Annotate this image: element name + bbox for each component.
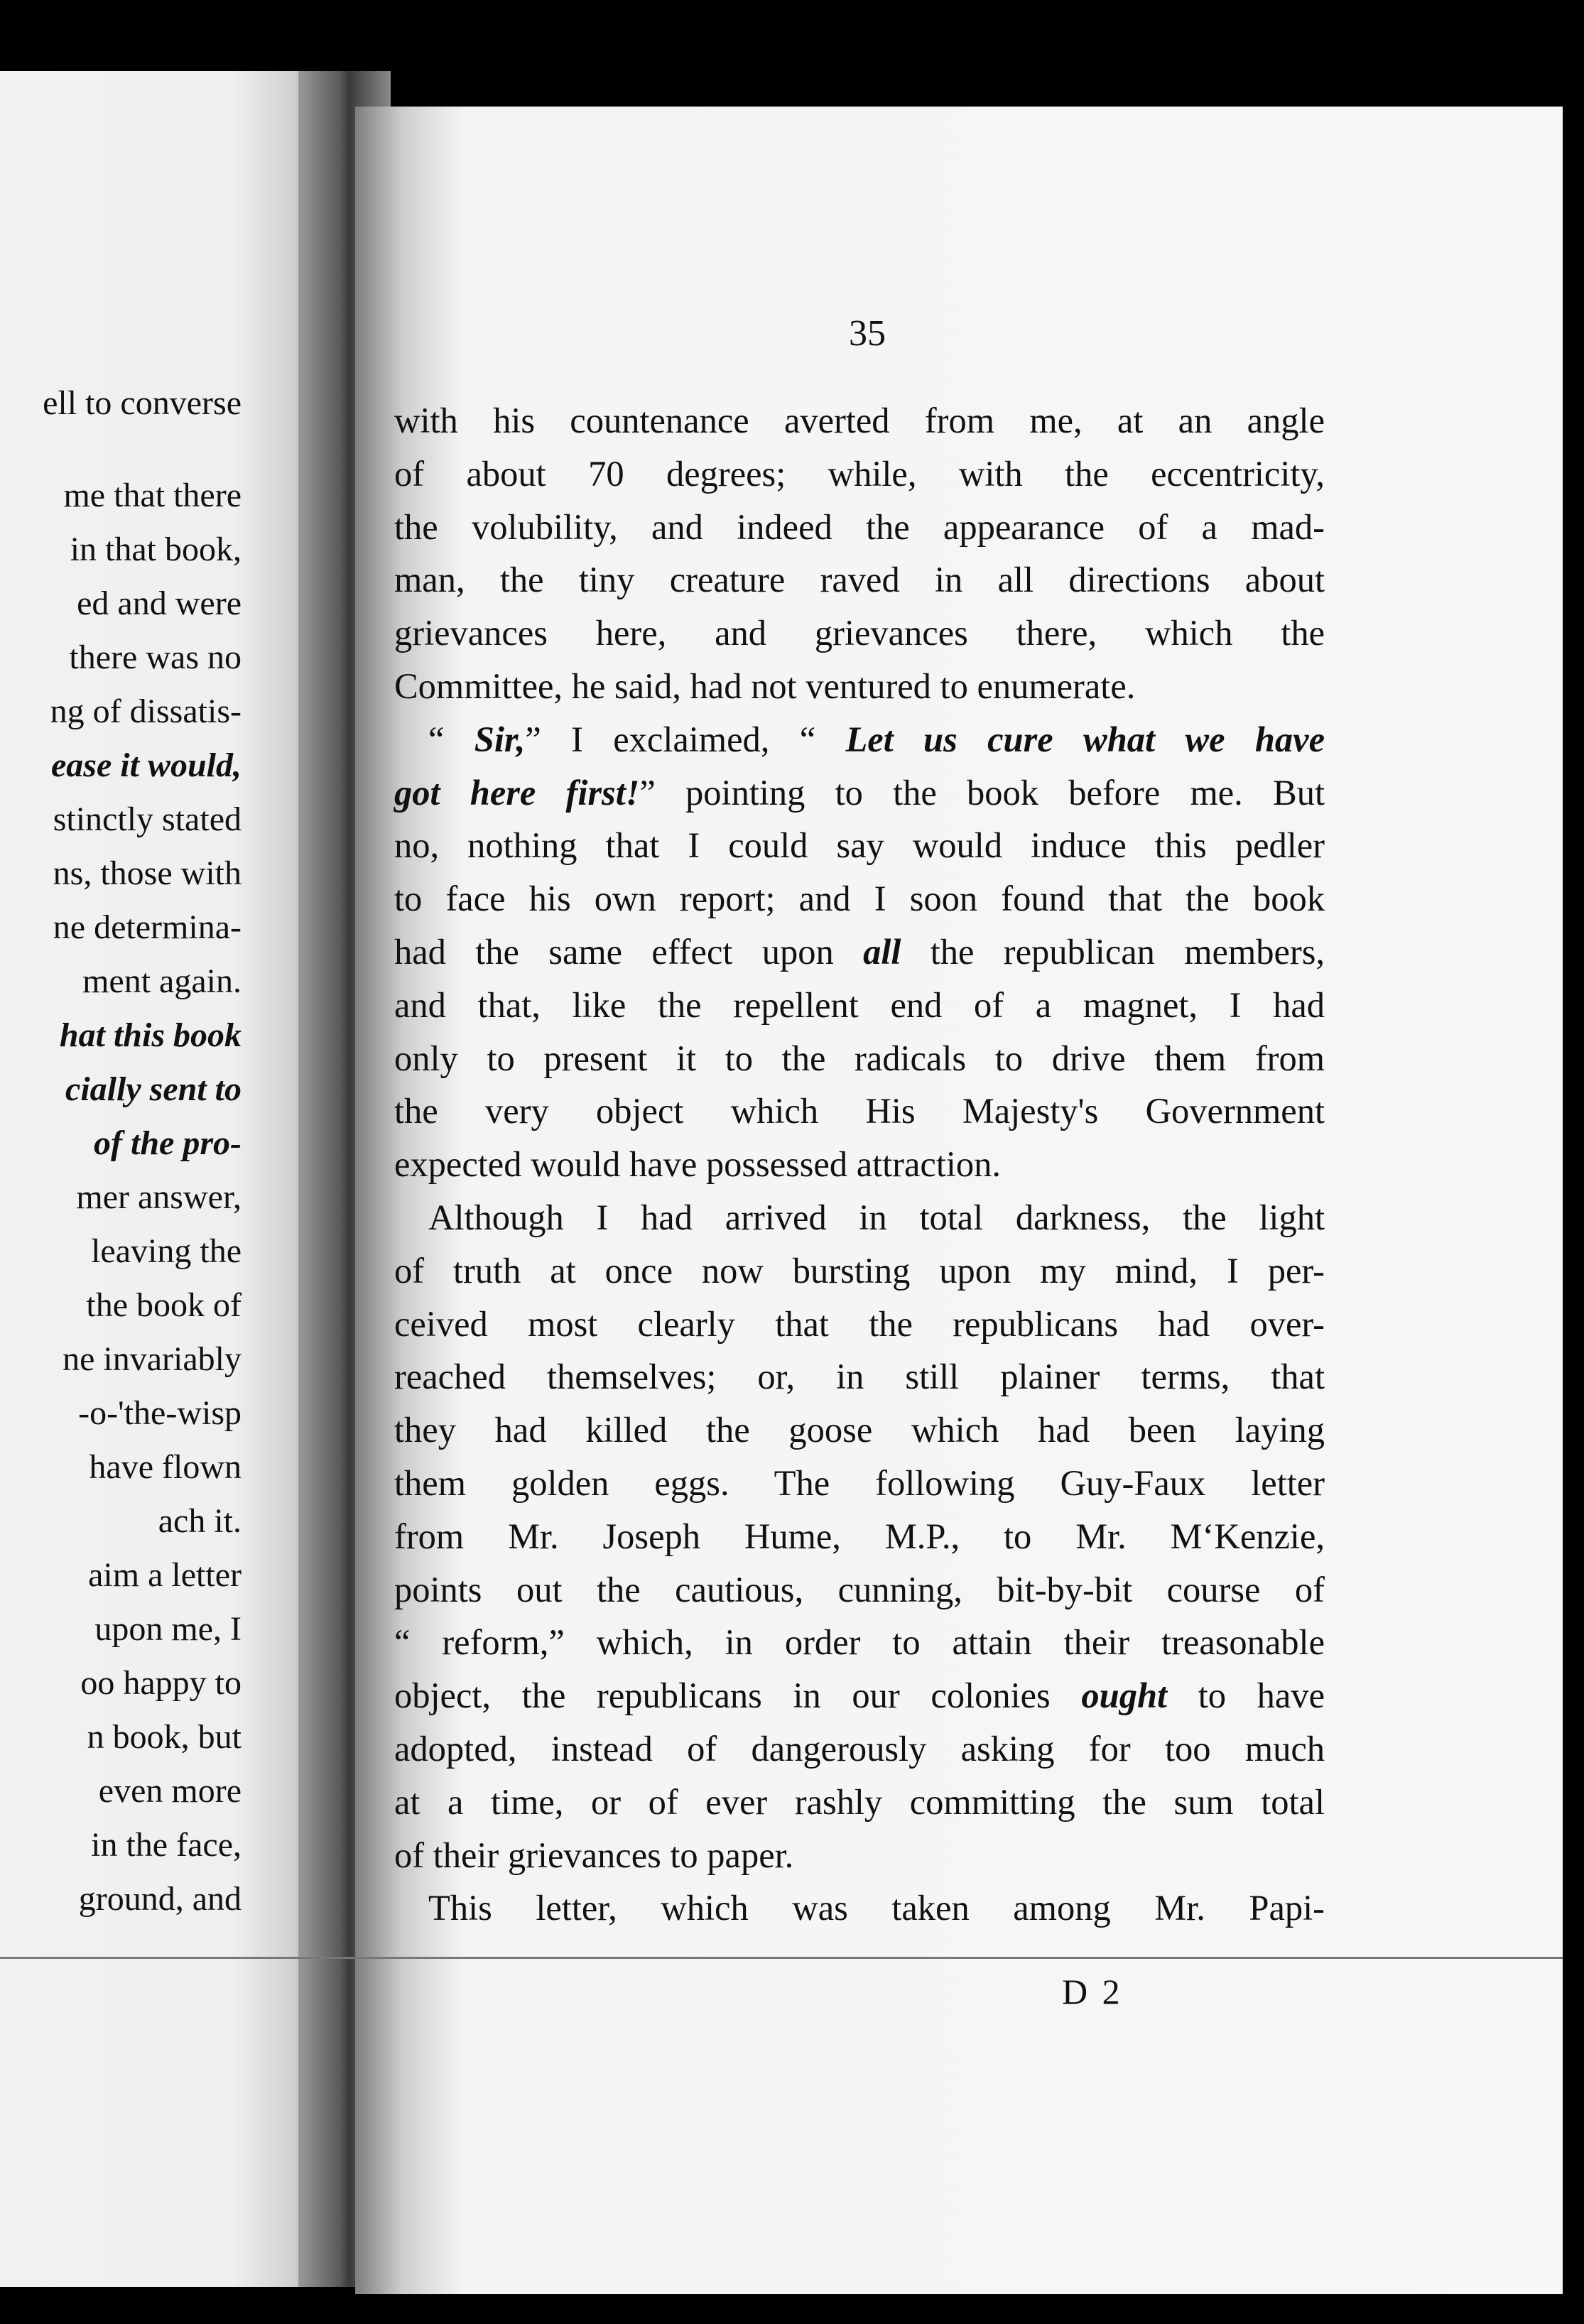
left-page-line: ne invariably — [63, 1340, 242, 1378]
left-page-line: ns, those with — [53, 854, 242, 892]
left-page-line: have flown — [89, 1448, 242, 1486]
left-page-line: ach it. — [158, 1502, 242, 1540]
page-number: 35 — [849, 313, 886, 354]
left-page-line: the book of — [86, 1286, 242, 1324]
left-page-line: ell to converse — [43, 384, 242, 422]
text-line: Although I had arrived in total darkness, the light — [428, 1197, 1325, 1237]
left-page-line: ease it would, — [50, 746, 242, 784]
left-page-line: ed and were — [77, 585, 242, 622]
text-line: had the same effect upon all the republican members, — [394, 931, 1325, 972]
left-page-line: oo happy to — [80, 1664, 242, 1702]
left-page-line: there was no — [69, 639, 242, 676]
left-page-line: ng of dissatis- — [50, 693, 242, 730]
left-page-line: even more — [98, 1772, 242, 1810]
bottom-rule-line — [0, 1957, 1584, 1959]
signature-mark: D 2 — [1062, 1972, 1123, 2011]
text-line: only to present it to the radicals to drive them from — [394, 1038, 1325, 1078]
text-line: with his countenance averted from me, at an angle — [394, 401, 1325, 440]
left-page-line: n book, but — [87, 1718, 242, 1756]
scan-border-top — [0, 0, 1584, 71]
text-line: at a time, or of ever rashly committing the sum total — [394, 1781, 1325, 1822]
left-page-line: in the face, — [91, 1826, 242, 1864]
left-page-line: mer answer, — [76, 1178, 242, 1216]
text-line: expected would have possessed attraction. — [394, 1144, 1002, 1185]
left-page-line: ground, and — [78, 1880, 242, 1918]
text-line: and that, like the repellent end of a magnet, I had — [394, 984, 1325, 1025]
left-page-line: aim a letter — [88, 1556, 242, 1594]
text-line: of truth at once now bursting upon my mind, I per- — [394, 1250, 1325, 1291]
facing-page-left — [0, 71, 334, 2287]
text-line: This letter, which was taken among Mr. Papi- — [428, 1888, 1325, 1928]
text-line: object, the republicans in our colonies ought to have — [394, 1676, 1325, 1716]
left-page-line: ne determina- — [53, 908, 242, 946]
left-page-line: me that there — [63, 477, 242, 514]
left-page-line: in that book, — [70, 531, 242, 568]
left-page-line: cially sent to — [65, 1070, 242, 1108]
left-page-line: stinctly stated — [53, 800, 242, 838]
text-line: adopted, instead of dangerously asking for too much — [394, 1728, 1325, 1769]
text-line: the very object which His Majesty's Government — [394, 1091, 1325, 1131]
text-line: ceived most clearly that the republicans had over- — [394, 1303, 1325, 1344]
left-page-line: leaving the — [91, 1232, 242, 1270]
text-line: got here first!” pointing to the book before me. But — [394, 772, 1325, 813]
text-line: of their grievances to paper. — [394, 1835, 794, 1875]
text-line: “ reform,” which, in order to attain their treasonable — [394, 1622, 1325, 1663]
left-page-line: hat this book — [59, 1016, 242, 1054]
text-line: points out the cautious, cunning, bit-by-bit course of — [394, 1569, 1325, 1609]
scan-border-right — [1563, 0, 1584, 2324]
text-line: the volubility, and indeed the appearance of a mad- — [394, 506, 1325, 547]
text-line: reached themselves; or, in still plainer terms, that — [394, 1357, 1325, 1397]
text-line: from Mr. Joseph Hume, M.P., to Mr. M‘Kenzie, — [394, 1516, 1325, 1556]
text-line: them golden eggs. The following Guy-Faux letter — [394, 1462, 1325, 1503]
text-line: they had killed the goose which had been laying — [394, 1410, 1325, 1450]
left-page-line: upon me, I — [94, 1610, 242, 1648]
text-line: of about 70 degrees; while, with the eccentricity, — [394, 453, 1325, 494]
left-page-line: ment again. — [82, 962, 242, 1000]
left-page-line: -o-'the-wisp — [78, 1394, 242, 1432]
text-line: no, nothing that I could say would induce this pedler — [394, 825, 1325, 866]
left-page-line: of the pro- — [94, 1124, 242, 1162]
text-line: grievances here, and grievances there, which the — [394, 613, 1325, 653]
text-line: to face his own report; and I soon found that the book — [394, 879, 1325, 919]
body-text — [394, 394, 1325, 1935]
text-line: Committee, he said, had not ventured to enumerate. — [394, 666, 1136, 706]
text-line: man, the tiny creature raved in all directions about — [394, 560, 1325, 600]
text-line: “ Sir,” I exclaimed, “ Let us cure what we have — [428, 719, 1325, 759]
scan-border-bottom — [0, 2296, 1584, 2324]
